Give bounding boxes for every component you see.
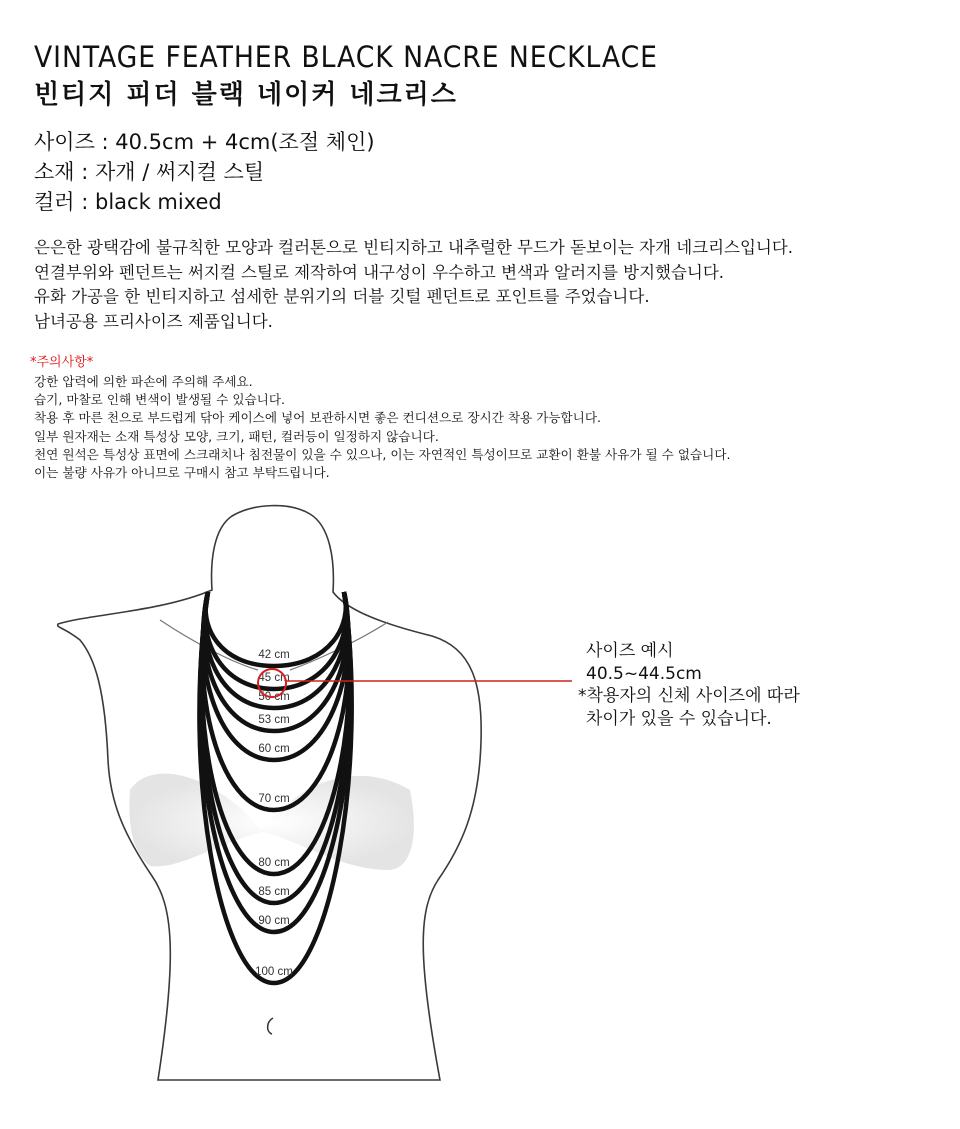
notice-line: 일부 원자재는 소재 특성상 모양, 크기, 패턴, 컬러등이 일정하지 않습니다. xyxy=(34,428,439,444)
length-label: 53 cm xyxy=(258,714,290,726)
notice-line: 착용 후 마른 천으로 부드럽게 닦아 케이스에 넣어 보관하시면 좋은 컨디션으로 장시간 착용 가능합니다. xyxy=(34,410,601,426)
size-example-annotation xyxy=(578,640,800,730)
spec-color: 컬러 : black mixed xyxy=(34,190,222,214)
length-label: 100 cm xyxy=(255,966,293,978)
length-label: 45 cm xyxy=(258,672,290,684)
length-label: 85 cm xyxy=(258,886,290,898)
annotation-note: 차이가 있을 수 있습니다. xyxy=(586,708,772,729)
necklace-length-diagram xyxy=(0,500,960,1129)
product-title-en: VINTAGE FEATHER BLACK NACRE NECKLACE xyxy=(34,40,658,74)
spec-material: 소재 : 자개 / 써지컬 스틸 xyxy=(34,160,265,184)
length-label: 60 cm xyxy=(258,743,290,755)
length-label: 90 cm xyxy=(258,915,290,927)
description-line: 연결부위와 펜던트는 써지컬 스틸로 제작하여 내구성이 우수하고 변색과 알러지를 방지했습니다. xyxy=(34,262,725,282)
product-title-ko: 빈티지 피더 블랙 네이커 네크리스 xyxy=(34,80,458,110)
annotation-title: 사이즈 예시 xyxy=(586,641,674,661)
length-label: 42 cm xyxy=(258,649,290,661)
annotation-note: *착용자의 신체 사이즈에 따라 xyxy=(578,686,800,706)
notice-list xyxy=(34,373,731,482)
description-line: 은은한 광택감에 불규칙한 모양과 컬러톤으로 빈티지하고 내추럴한 무드가 돋보이는 자개 네크리스입니다. xyxy=(34,238,794,257)
notice-line: 습기, 마찰로 인해 변색이 발생될 수 있습니다. xyxy=(34,392,286,408)
length-label: 70 cm xyxy=(258,793,290,805)
annotation-range: 40.5~44.5cm xyxy=(586,663,702,684)
notice-line: 천연 원석은 특성상 표면에 스크래치나 침전물이 있을 수 있으나, 이는 자연적인 특성이므로 교환이 환불 사유가 될 수 없습니다. xyxy=(34,446,731,462)
length-label: 50 cm xyxy=(258,691,290,703)
product-description xyxy=(34,236,793,334)
length-label: 80 cm xyxy=(258,857,290,869)
notice-line: 강한 압력에 의한 파손에 주의해 주세요. xyxy=(34,374,253,389)
notice-title: *주의사항* xyxy=(30,355,94,370)
notice-line: 이는 불량 사유가 아니므로 구매시 참고 부탁드립니다. xyxy=(34,465,330,481)
spec-size: 사이즈 : 40.5cm + 4cm(조절 체인) xyxy=(34,130,375,154)
description-line: 유화 가공을 한 빈티지하고 섬세한 분위기의 더블 깃털 펜던트로 포인트를 주었습니다. xyxy=(34,287,650,306)
description-line: 남녀공용 프리사이즈 제품입니다. xyxy=(34,311,273,331)
